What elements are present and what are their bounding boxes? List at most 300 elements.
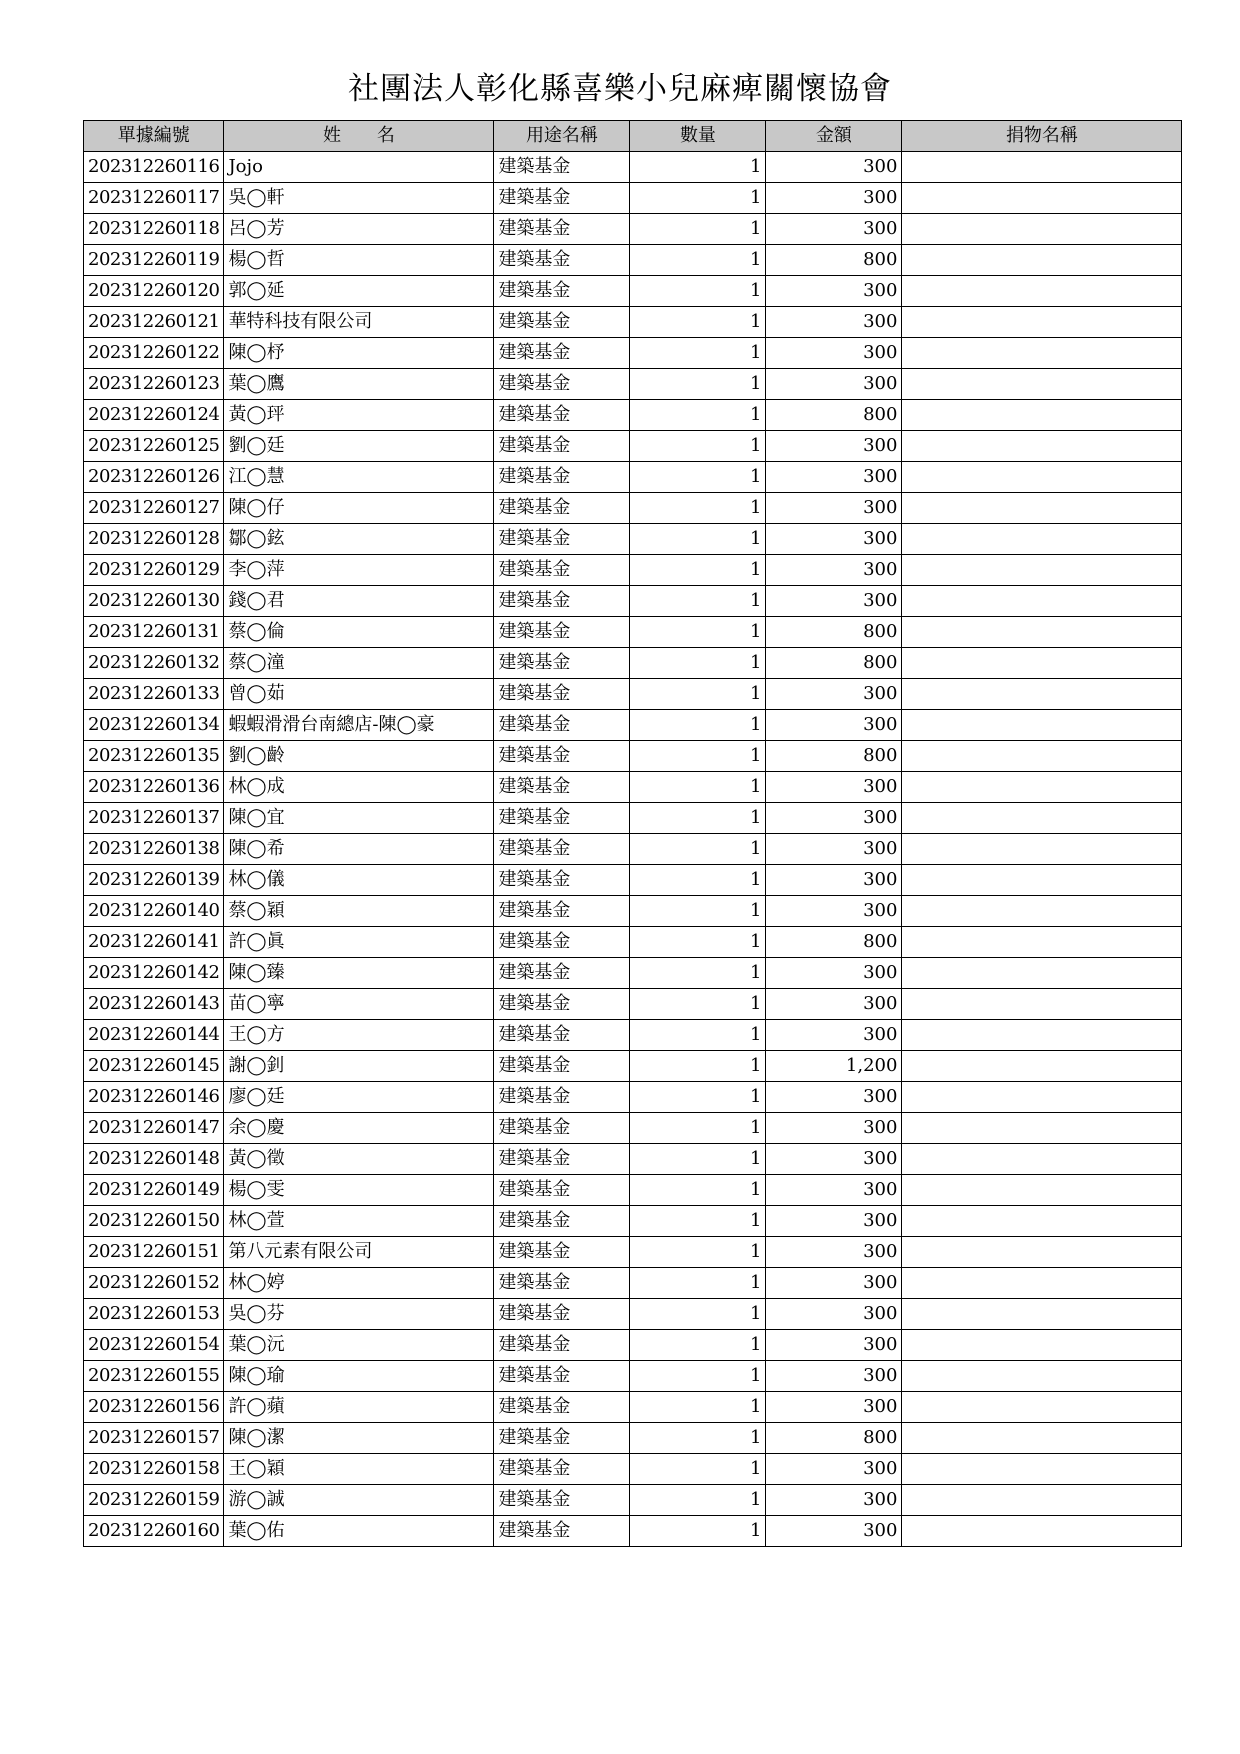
cell-quantity: 1 xyxy=(630,524,766,555)
cell-item-name xyxy=(902,710,1182,741)
cell-name: 楊◯哲 xyxy=(224,245,494,276)
cell-name: 葉◯佑 xyxy=(224,1516,494,1547)
cell-amount: 300 xyxy=(766,493,902,524)
table-row xyxy=(84,617,1182,648)
cell-amount: 300 xyxy=(766,679,902,710)
table-header-row xyxy=(84,121,1182,152)
cell-item-name xyxy=(902,555,1182,586)
cell-receipt-no: 202312260127 xyxy=(84,493,224,524)
table-row xyxy=(84,834,1182,865)
cell-item-name xyxy=(902,245,1182,276)
table-row xyxy=(84,1392,1182,1423)
cell-purpose: 建築基金 xyxy=(494,1237,630,1268)
cell-name: 吳◯芬 xyxy=(224,1299,494,1330)
cell-amount: 300 xyxy=(766,462,902,493)
cell-purpose: 建築基金 xyxy=(494,493,630,524)
cell-name: 鄒◯鉉 xyxy=(224,524,494,555)
cell-quantity: 1 xyxy=(630,1268,766,1299)
cell-purpose: 建築基金 xyxy=(494,1299,630,1330)
cell-item-name xyxy=(902,1361,1182,1392)
cell-item-name xyxy=(902,1423,1182,1454)
cell-amount: 300 xyxy=(766,1175,902,1206)
table-row xyxy=(84,369,1182,400)
cell-name: 陳◯臻 xyxy=(224,958,494,989)
cell-receipt-no: 202312260146 xyxy=(84,1082,224,1113)
cell-purpose: 建築基金 xyxy=(494,183,630,214)
cell-name: 曾◯茹 xyxy=(224,679,494,710)
cell-quantity: 1 xyxy=(630,865,766,896)
table-row xyxy=(84,586,1182,617)
cell-amount: 300 xyxy=(766,1268,902,1299)
cell-quantity: 1 xyxy=(630,493,766,524)
cell-amount: 300 xyxy=(766,1144,902,1175)
cell-name: 許◯蘋 xyxy=(224,1392,494,1423)
cell-name: 廖◯廷 xyxy=(224,1082,494,1113)
table-row xyxy=(84,1051,1182,1082)
cell-quantity: 1 xyxy=(630,1082,766,1113)
cell-receipt-no: 202312260139 xyxy=(84,865,224,896)
cell-receipt-no: 202312260147 xyxy=(84,1113,224,1144)
cell-item-name xyxy=(902,1051,1182,1082)
cell-amount: 800 xyxy=(766,927,902,958)
cell-item-name xyxy=(902,803,1182,834)
cell-name: 蔡◯倫 xyxy=(224,617,494,648)
cell-item-name xyxy=(902,1485,1182,1516)
cell-name: 蝦蝦滑滑台南總店-陳◯豪 xyxy=(224,710,494,741)
cell-receipt-no: 202312260154 xyxy=(84,1330,224,1361)
cell-receipt-no: 202312260128 xyxy=(84,524,224,555)
cell-name: Jojo xyxy=(224,152,494,183)
cell-purpose: 建築基金 xyxy=(494,865,630,896)
cell-amount: 300 xyxy=(766,803,902,834)
cell-receipt-no: 202312260148 xyxy=(84,1144,224,1175)
table-row xyxy=(84,555,1182,586)
cell-quantity: 1 xyxy=(630,648,766,679)
table-row xyxy=(84,183,1182,214)
cell-receipt-no: 202312260155 xyxy=(84,1361,224,1392)
cell-purpose: 建築基金 xyxy=(494,338,630,369)
cell-name: 謝◯釗 xyxy=(224,1051,494,1082)
cell-item-name xyxy=(902,493,1182,524)
cell-purpose: 建築基金 xyxy=(494,586,630,617)
cell-receipt-no: 202312260157 xyxy=(84,1423,224,1454)
cell-item-name xyxy=(902,1175,1182,1206)
cell-name: 呂◯芳 xyxy=(224,214,494,245)
cell-quantity: 1 xyxy=(630,462,766,493)
cell-amount: 300 xyxy=(766,1299,902,1330)
cell-quantity: 1 xyxy=(630,1330,766,1361)
cell-purpose: 建築基金 xyxy=(494,927,630,958)
cell-name: 李◯萍 xyxy=(224,555,494,586)
cell-receipt-no: 202312260149 xyxy=(84,1175,224,1206)
table-row xyxy=(84,958,1182,989)
cell-quantity: 1 xyxy=(630,152,766,183)
cell-purpose: 建築基金 xyxy=(494,803,630,834)
cell-receipt-no: 202312260118 xyxy=(84,214,224,245)
table-row xyxy=(84,152,1182,183)
cell-amount: 300 xyxy=(766,1454,902,1485)
cell-purpose: 建築基金 xyxy=(494,1051,630,1082)
cell-amount: 300 xyxy=(766,586,902,617)
cell-item-name xyxy=(902,1392,1182,1423)
cell-receipt-no: 202312260153 xyxy=(84,1299,224,1330)
cell-item-name xyxy=(902,276,1182,307)
cell-purpose: 建築基金 xyxy=(494,1144,630,1175)
table-row xyxy=(84,214,1182,245)
cell-receipt-no: 202312260142 xyxy=(84,958,224,989)
cell-quantity: 1 xyxy=(630,927,766,958)
cell-receipt-no: 202312260136 xyxy=(84,772,224,803)
table-row xyxy=(84,1113,1182,1144)
table-row xyxy=(84,431,1182,462)
cell-purpose: 建築基金 xyxy=(494,958,630,989)
cell-quantity: 1 xyxy=(630,1361,766,1392)
table-body xyxy=(84,152,1182,1547)
header-item-name: 捐物名稱 xyxy=(902,121,1182,152)
cell-quantity: 1 xyxy=(630,1237,766,1268)
cell-purpose: 建築基金 xyxy=(494,276,630,307)
document-title: 社團法人彰化縣喜樂小兒麻痺關懷協會 xyxy=(348,71,892,107)
cell-receipt-no: 202312260119 xyxy=(84,245,224,276)
cell-amount: 300 xyxy=(766,214,902,245)
cell-name: 葉◯鷹 xyxy=(224,369,494,400)
cell-quantity: 1 xyxy=(630,1485,766,1516)
cell-purpose: 建築基金 xyxy=(494,710,630,741)
cell-name: 劉◯廷 xyxy=(224,431,494,462)
table-row xyxy=(84,865,1182,896)
cell-purpose: 建築基金 xyxy=(494,524,630,555)
cell-item-name xyxy=(902,927,1182,958)
cell-amount: 300 xyxy=(766,834,902,865)
cell-item-name xyxy=(902,1144,1182,1175)
table-row xyxy=(84,1268,1182,1299)
cell-amount: 800 xyxy=(766,741,902,772)
cell-quantity: 1 xyxy=(630,896,766,927)
cell-item-name xyxy=(902,369,1182,400)
cell-amount: 300 xyxy=(766,1516,902,1547)
cell-quantity: 1 xyxy=(630,1206,766,1237)
cell-quantity: 1 xyxy=(630,772,766,803)
cell-amount: 300 xyxy=(766,555,902,586)
cell-receipt-no: 202312260135 xyxy=(84,741,224,772)
cell-purpose: 建築基金 xyxy=(494,1175,630,1206)
cell-name: 錢◯君 xyxy=(224,586,494,617)
cell-name: 第八元素有限公司 xyxy=(224,1237,494,1268)
table-row xyxy=(84,648,1182,679)
cell-name: 吳◯軒 xyxy=(224,183,494,214)
header-name: 姓 名 xyxy=(224,121,494,152)
cell-item-name xyxy=(902,462,1182,493)
cell-quantity: 1 xyxy=(630,183,766,214)
cell-item-name xyxy=(902,431,1182,462)
cell-name: 葉◯沅 xyxy=(224,1330,494,1361)
cell-purpose: 建築基金 xyxy=(494,834,630,865)
cell-item-name xyxy=(902,1299,1182,1330)
cell-receipt-no: 202312260134 xyxy=(84,710,224,741)
cell-purpose: 建築基金 xyxy=(494,1454,630,1485)
cell-quantity: 1 xyxy=(630,1113,766,1144)
cell-quantity: 1 xyxy=(630,710,766,741)
table-row xyxy=(84,803,1182,834)
cell-item-name xyxy=(902,1113,1182,1144)
cell-receipt-no: 202312260123 xyxy=(84,369,224,400)
cell-name: 郭◯延 xyxy=(224,276,494,307)
cell-quantity: 1 xyxy=(630,1423,766,1454)
cell-item-name xyxy=(902,865,1182,896)
cell-name: 許◯眞 xyxy=(224,927,494,958)
cell-amount: 300 xyxy=(766,152,902,183)
cell-name: 黃◯玶 xyxy=(224,400,494,431)
cell-quantity: 1 xyxy=(630,803,766,834)
cell-quantity: 1 xyxy=(630,555,766,586)
table-row xyxy=(84,1423,1182,1454)
cell-receipt-no: 202312260131 xyxy=(84,617,224,648)
cell-amount: 300 xyxy=(766,1392,902,1423)
cell-quantity: 1 xyxy=(630,1516,766,1547)
cell-item-name xyxy=(902,834,1182,865)
cell-item-name xyxy=(902,400,1182,431)
table-row xyxy=(84,1237,1182,1268)
cell-name: 林◯儀 xyxy=(224,865,494,896)
table-row xyxy=(84,741,1182,772)
cell-item-name xyxy=(902,679,1182,710)
cell-purpose: 建築基金 xyxy=(494,1020,630,1051)
cell-amount: 800 xyxy=(766,1423,902,1454)
table-row xyxy=(84,1144,1182,1175)
cell-quantity: 1 xyxy=(630,1299,766,1330)
cell-purpose: 建築基金 xyxy=(494,896,630,927)
cell-purpose: 建築基金 xyxy=(494,1268,630,1299)
cell-amount: 300 xyxy=(766,1082,902,1113)
cell-amount: 300 xyxy=(766,710,902,741)
cell-name: 陳◯仔 xyxy=(224,493,494,524)
table-row xyxy=(84,493,1182,524)
cell-quantity: 1 xyxy=(630,989,766,1020)
cell-item-name xyxy=(902,617,1182,648)
cell-purpose: 建築基金 xyxy=(494,1113,630,1144)
cell-item-name xyxy=(902,1206,1182,1237)
cell-amount: 300 xyxy=(766,276,902,307)
cell-name: 王◯穎 xyxy=(224,1454,494,1485)
cell-receipt-no: 202312260158 xyxy=(84,1454,224,1485)
cell-receipt-no: 202312260126 xyxy=(84,462,224,493)
table-row xyxy=(84,1330,1182,1361)
cell-quantity: 1 xyxy=(630,741,766,772)
cell-purpose: 建築基金 xyxy=(494,772,630,803)
cell-name: 游◯誠 xyxy=(224,1485,494,1516)
table-row xyxy=(84,524,1182,555)
cell-receipt-no: 202312260120 xyxy=(84,276,224,307)
cell-name: 林◯萱 xyxy=(224,1206,494,1237)
cell-receipt-no: 202312260137 xyxy=(84,803,224,834)
cell-purpose: 建築基金 xyxy=(494,462,630,493)
cell-name: 林◯成 xyxy=(224,772,494,803)
table-row xyxy=(84,276,1182,307)
cell-item-name xyxy=(902,896,1182,927)
cell-purpose: 建築基金 xyxy=(494,431,630,462)
cell-amount: 300 xyxy=(766,865,902,896)
cell-purpose: 建築基金 xyxy=(494,214,630,245)
cell-receipt-no: 202312260140 xyxy=(84,896,224,927)
cell-receipt-no: 202312260159 xyxy=(84,1485,224,1516)
cell-amount: 300 xyxy=(766,431,902,462)
cell-quantity: 1 xyxy=(630,1392,766,1423)
cell-item-name xyxy=(902,772,1182,803)
cell-quantity: 1 xyxy=(630,276,766,307)
cell-quantity: 1 xyxy=(630,369,766,400)
table-row xyxy=(84,245,1182,276)
cell-item-name xyxy=(902,741,1182,772)
cell-amount: 300 xyxy=(766,1361,902,1392)
cell-purpose: 建築基金 xyxy=(494,555,630,586)
cell-amount: 300 xyxy=(766,1485,902,1516)
cell-item-name xyxy=(902,1268,1182,1299)
cell-amount: 300 xyxy=(766,183,902,214)
cell-name: 陳◯宜 xyxy=(224,803,494,834)
cell-name: 王◯方 xyxy=(224,1020,494,1051)
cell-receipt-no: 202312260151 xyxy=(84,1237,224,1268)
cell-quantity: 1 xyxy=(630,1175,766,1206)
cell-name: 陳◯瑜 xyxy=(224,1361,494,1392)
cell-receipt-no: 202312260122 xyxy=(84,338,224,369)
cell-receipt-no: 202312260121 xyxy=(84,307,224,338)
header-quantity: 數量 xyxy=(630,121,766,152)
cell-purpose: 建築基金 xyxy=(494,1485,630,1516)
cell-amount: 300 xyxy=(766,958,902,989)
table-row xyxy=(84,1206,1182,1237)
cell-quantity: 1 xyxy=(630,1020,766,1051)
cell-purpose: 建築基金 xyxy=(494,617,630,648)
cell-purpose: 建築基金 xyxy=(494,679,630,710)
cell-receipt-no: 202312260160 xyxy=(84,1516,224,1547)
cell-receipt-no: 202312260130 xyxy=(84,586,224,617)
cell-quantity: 1 xyxy=(630,679,766,710)
table-row xyxy=(84,338,1182,369)
table-row xyxy=(84,1082,1182,1113)
cell-amount: 300 xyxy=(766,1020,902,1051)
cell-item-name xyxy=(902,648,1182,679)
header-amount: 金額 xyxy=(766,121,902,152)
cell-item-name xyxy=(902,1516,1182,1547)
cell-receipt-no: 202312260156 xyxy=(84,1392,224,1423)
cell-receipt-no: 202312260117 xyxy=(84,183,224,214)
cell-amount: 300 xyxy=(766,1206,902,1237)
cell-name: 陳◯希 xyxy=(224,834,494,865)
header-purpose: 用途名稱 xyxy=(494,121,630,152)
table-row xyxy=(84,1361,1182,1392)
cell-name: 蔡◯穎 xyxy=(224,896,494,927)
cell-receipt-no: 202312260138 xyxy=(84,834,224,865)
cell-purpose: 建築基金 xyxy=(494,307,630,338)
cell-purpose: 建築基金 xyxy=(494,648,630,679)
cell-amount: 300 xyxy=(766,896,902,927)
cell-purpose: 建築基金 xyxy=(494,1206,630,1237)
cell-item-name xyxy=(902,524,1182,555)
cell-item-name xyxy=(902,183,1182,214)
cell-item-name xyxy=(902,1237,1182,1268)
cell-purpose: 建築基金 xyxy=(494,1082,630,1113)
cell-purpose: 建築基金 xyxy=(494,1392,630,1423)
table-row xyxy=(84,927,1182,958)
cell-amount: 800 xyxy=(766,245,902,276)
cell-amount: 1,200 xyxy=(766,1051,902,1082)
cell-item-name xyxy=(902,958,1182,989)
cell-item-name xyxy=(902,1020,1182,1051)
cell-quantity: 1 xyxy=(630,586,766,617)
cell-receipt-no: 202312260132 xyxy=(84,648,224,679)
cell-amount: 300 xyxy=(766,1237,902,1268)
cell-amount: 300 xyxy=(766,989,902,1020)
cell-amount: 800 xyxy=(766,617,902,648)
cell-receipt-no: 202312260124 xyxy=(84,400,224,431)
cell-amount: 300 xyxy=(766,307,902,338)
cell-purpose: 建築基金 xyxy=(494,369,630,400)
cell-quantity: 1 xyxy=(630,1144,766,1175)
cell-purpose: 建築基金 xyxy=(494,400,630,431)
cell-quantity: 1 xyxy=(630,245,766,276)
cell-purpose: 建築基金 xyxy=(494,989,630,1020)
cell-item-name xyxy=(902,989,1182,1020)
cell-item-name xyxy=(902,152,1182,183)
cell-quantity: 1 xyxy=(630,214,766,245)
cell-amount: 300 xyxy=(766,1330,902,1361)
table-row xyxy=(84,307,1182,338)
table-row xyxy=(84,1299,1182,1330)
cell-purpose: 建築基金 xyxy=(494,1330,630,1361)
cell-quantity: 1 xyxy=(630,307,766,338)
cell-receipt-no: 202312260145 xyxy=(84,1051,224,1082)
cell-item-name xyxy=(902,214,1182,245)
cell-quantity: 1 xyxy=(630,400,766,431)
table-row xyxy=(84,896,1182,927)
cell-name: 陳◯杼 xyxy=(224,338,494,369)
cell-name: 劉◯齡 xyxy=(224,741,494,772)
cell-receipt-no: 202312260144 xyxy=(84,1020,224,1051)
cell-amount: 300 xyxy=(766,369,902,400)
cell-item-name xyxy=(902,586,1182,617)
cell-amount: 800 xyxy=(766,648,902,679)
table-row xyxy=(84,1454,1182,1485)
table-row xyxy=(84,1020,1182,1051)
cell-name: 楊◯雯 xyxy=(224,1175,494,1206)
table-row xyxy=(84,679,1182,710)
cell-receipt-no: 202312260125 xyxy=(84,431,224,462)
cell-quantity: 1 xyxy=(630,1051,766,1082)
table-row xyxy=(84,1175,1182,1206)
table-row xyxy=(84,989,1182,1020)
table-row xyxy=(84,400,1182,431)
cell-item-name xyxy=(902,1454,1182,1485)
header-receipt-no: 單據編號 xyxy=(84,121,224,152)
cell-receipt-no: 202312260143 xyxy=(84,989,224,1020)
cell-quantity: 1 xyxy=(630,1454,766,1485)
cell-amount: 300 xyxy=(766,1113,902,1144)
cell-receipt-no: 202312260129 xyxy=(84,555,224,586)
cell-receipt-no: 202312260152 xyxy=(84,1268,224,1299)
table-row xyxy=(84,772,1182,803)
cell-name: 黃◯徵 xyxy=(224,1144,494,1175)
cell-name: 苗◯寧 xyxy=(224,989,494,1020)
cell-name: 林◯婷 xyxy=(224,1268,494,1299)
table-row xyxy=(84,1516,1182,1547)
cell-item-name xyxy=(902,1330,1182,1361)
cell-quantity: 1 xyxy=(630,617,766,648)
cell-purpose: 建築基金 xyxy=(494,245,630,276)
cell-receipt-no: 202312260133 xyxy=(84,679,224,710)
cell-purpose: 建築基金 xyxy=(494,741,630,772)
cell-name: 陳◯潔 xyxy=(224,1423,494,1454)
table-row xyxy=(84,462,1182,493)
